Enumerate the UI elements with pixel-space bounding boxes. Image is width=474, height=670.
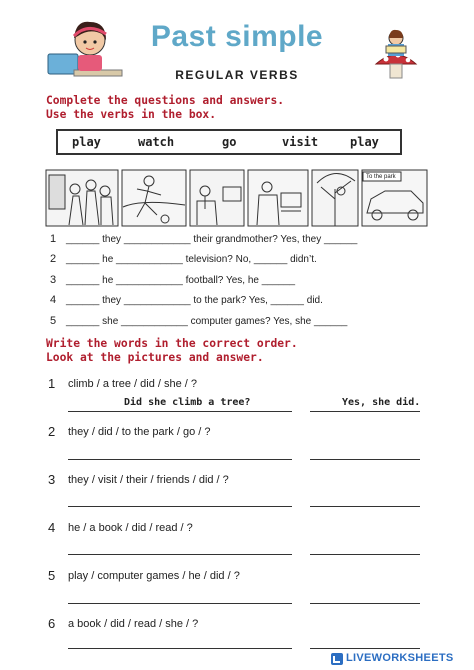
verb-word: go: [222, 135, 237, 149]
question-number: 3: [50, 274, 57, 286]
park-sign: To the park: [366, 174, 396, 180]
answer-line[interactable]: [68, 411, 292, 412]
item-words: a book / did / read / she / ?: [68, 618, 199, 630]
question-text: ______ he ____________ football? Yes, he ______: [66, 275, 296, 286]
page-subtitle: REGULAR VERBS: [175, 68, 299, 82]
answer-line[interactable]: [68, 459, 292, 460]
question-number: 5: [50, 315, 57, 327]
item-number: 6: [48, 616, 56, 631]
question-text: ______ they ____________ their grandmother? Yes, they ______: [66, 234, 358, 245]
question-row: [50, 315, 347, 327]
picture-tree-climbing: [312, 170, 358, 226]
short-answer-line[interactable]: [310, 603, 420, 604]
item-number: 2: [48, 424, 56, 439]
item-number: 3: [48, 472, 56, 487]
picture-computer-games: [248, 170, 308, 226]
question-number: 2: [50, 253, 57, 265]
answer-line[interactable]: [68, 506, 292, 507]
question-number: 4: [50, 294, 57, 306]
short-answer-line[interactable]: [310, 648, 420, 649]
verb-word: play: [72, 135, 101, 149]
section1-instruction-line1: Complete the questions and answers.: [46, 94, 285, 107]
question-text: ______ they ____________ to the park? Yes, ______ did.: [66, 295, 323, 306]
liveworksheets-footer[interactable]: [328, 652, 468, 666]
page-title: Past simple: [150, 20, 324, 53]
liveworksheets-logo-icon: [330, 652, 344, 666]
picture-football: [122, 170, 186, 226]
picture-tv-watching: [190, 170, 244, 226]
item-words: play / computer games / he / did / ?: [68, 570, 240, 582]
item-words: climb / a tree / did / she / ?: [68, 378, 198, 390]
section2-instruction-line2: Look at the pictures and answer.: [46, 351, 264, 364]
item-number: 1: [48, 376, 56, 391]
question-row: [50, 233, 357, 245]
section1-instruction-line2: Use the verbs in the box.: [46, 108, 217, 121]
short-answer-example: Yes, she did.: [342, 397, 421, 408]
item-words: they / visit / their / friends / did / ?: [68, 474, 229, 486]
picture-family-visit: [46, 170, 118, 226]
verb-word: visit: [282, 135, 319, 149]
question-row: [50, 294, 323, 306]
question-text: ______ she ____________ computer games? Yes, she ______: [66, 316, 348, 327]
short-answer-line[interactable]: [310, 459, 420, 460]
answer-line[interactable]: [68, 554, 292, 555]
answer-line[interactable]: [68, 648, 292, 649]
item-words: they / did / to the park / go / ?: [68, 426, 211, 438]
question-text: ______ he ____________ television? No, ______ didn’t.: [66, 254, 317, 265]
question-row: [50, 253, 317, 265]
item-number: 4: [48, 520, 56, 535]
question-answer-example: Did she climb a tree?: [124, 397, 251, 408]
brand-name: LIVEWORKSHEETS: [346, 652, 454, 664]
answer-line[interactable]: [68, 603, 292, 604]
short-answer-line[interactable]: [310, 506, 420, 507]
question-number: 1: [50, 233, 57, 245]
short-answer-line[interactable]: [310, 554, 420, 555]
question-row: [50, 274, 295, 286]
section2-instruction-line1: Write the words in the correct order.: [46, 337, 298, 350]
item-number: 5: [48, 568, 56, 583]
item-words: he / a book / did / read / ?: [68, 522, 193, 534]
verb-word: play: [350, 135, 379, 149]
short-answer-line[interactable]: [310, 411, 420, 412]
verb-word: watch: [138, 135, 175, 149]
